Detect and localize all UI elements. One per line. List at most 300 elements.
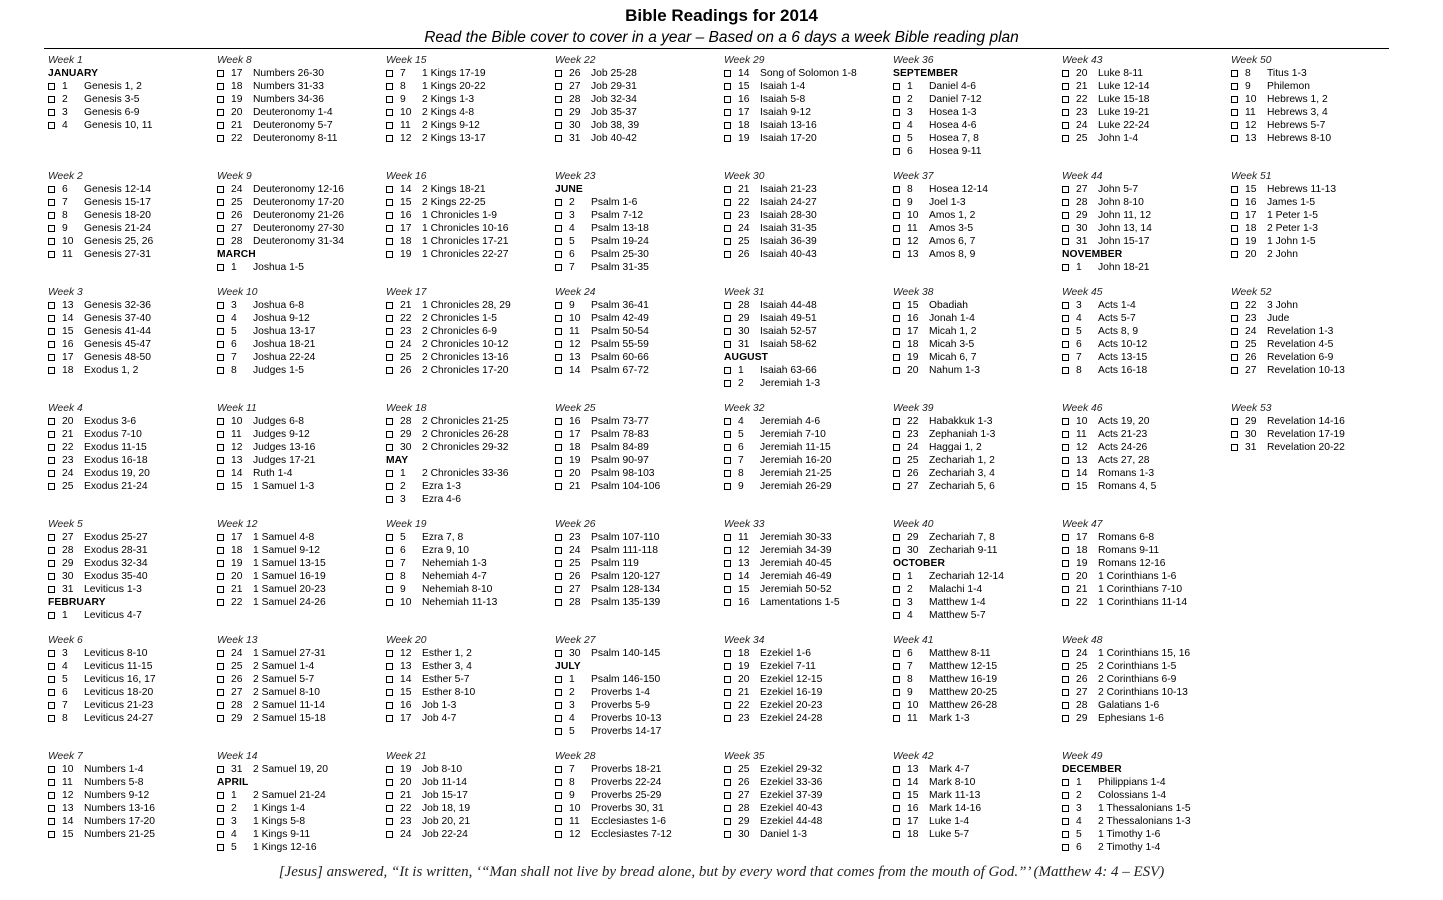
reading-checkbox[interactable] [724,599,731,606]
reading-checkbox[interactable] [555,354,562,361]
reading-checkbox[interactable] [386,766,393,773]
reading-checkbox[interactable] [893,302,900,309]
reading-checkbox[interactable] [724,109,731,116]
reading-checkbox[interactable] [893,135,900,142]
reading-checkbox[interactable] [555,444,562,451]
reading-checkbox[interactable] [386,663,393,670]
reading-checkbox[interactable] [724,83,731,90]
reading-checkbox[interactable] [555,599,562,606]
reading-checkbox[interactable] [1062,599,1069,606]
reading-checkbox[interactable] [555,792,562,799]
reading-checkbox[interactable] [555,122,562,129]
reading-checkbox[interactable] [1231,96,1238,103]
reading-checkbox[interactable] [48,470,55,477]
reading-checkbox[interactable] [1062,547,1069,554]
reading-checkbox[interactable] [1062,225,1069,232]
reading-checkbox[interactable] [1062,341,1069,348]
reading-checkbox[interactable] [217,135,224,142]
reading-checkbox[interactable] [724,225,731,232]
reading-checkbox[interactable] [724,341,731,348]
reading-checkbox[interactable] [893,702,900,709]
reading-checkbox[interactable] [386,560,393,567]
reading-checkbox[interactable] [217,818,224,825]
reading-checkbox[interactable] [724,186,731,193]
reading-checkbox[interactable] [555,225,562,232]
reading-checkbox[interactable] [555,715,562,722]
reading-checkbox[interactable] [555,689,562,696]
reading-checkbox[interactable] [48,483,55,490]
reading-checkbox[interactable] [893,83,900,90]
reading-checkbox[interactable] [1062,109,1069,116]
reading-checkbox[interactable] [893,818,900,825]
reading-checkbox[interactable] [724,199,731,206]
reading-checkbox[interactable] [386,135,393,142]
reading-checkbox[interactable] [1231,135,1238,142]
reading-checkbox[interactable] [48,302,55,309]
reading-checkbox[interactable] [1231,83,1238,90]
reading-checkbox[interactable] [724,792,731,799]
reading-checkbox[interactable] [386,534,393,541]
reading-checkbox[interactable] [48,444,55,451]
reading-checkbox[interactable] [48,831,55,838]
reading-checkbox[interactable] [48,328,55,335]
reading-checkbox[interactable] [555,109,562,116]
reading-checkbox[interactable] [217,844,224,851]
reading-checkbox[interactable] [386,676,393,683]
reading-checkbox[interactable] [1062,831,1069,838]
reading-checkbox[interactable] [893,779,900,786]
reading-checkbox[interactable] [724,302,731,309]
reading-checkbox[interactable] [217,315,224,322]
reading-checkbox[interactable] [724,573,731,580]
reading-checkbox[interactable] [217,109,224,116]
reading-checkbox[interactable] [48,547,55,554]
reading-checkbox[interactable] [1062,470,1069,477]
reading-checkbox[interactable] [1062,186,1069,193]
reading-checkbox[interactable] [217,702,224,709]
reading-checkbox[interactable] [724,560,731,567]
reading-checkbox[interactable] [724,212,731,219]
reading-checkbox[interactable] [893,676,900,683]
reading-checkbox[interactable] [1062,586,1069,593]
reading-checkbox[interactable] [893,534,900,541]
reading-checkbox[interactable] [893,225,900,232]
reading-checkbox[interactable] [1062,418,1069,425]
reading-checkbox[interactable] [48,612,55,619]
reading-checkbox[interactable] [217,186,224,193]
reading-checkbox[interactable] [217,805,224,812]
reading-checkbox[interactable] [893,805,900,812]
reading-checkbox[interactable] [48,586,55,593]
reading-checkbox[interactable] [1062,534,1069,541]
reading-checkbox[interactable] [555,573,562,580]
reading-checkbox[interactable] [48,818,55,825]
reading-checkbox[interactable] [1062,315,1069,322]
reading-checkbox[interactable] [217,83,224,90]
reading-checkbox[interactable] [48,83,55,90]
reading-checkbox[interactable] [386,354,393,361]
reading-checkbox[interactable] [893,586,900,593]
reading-checkbox[interactable] [1062,264,1069,271]
reading-checkbox[interactable] [724,831,731,838]
reading-checkbox[interactable] [1062,818,1069,825]
reading-checkbox[interactable] [386,689,393,696]
reading-checkbox[interactable] [1231,199,1238,206]
reading-checkbox[interactable] [724,689,731,696]
reading-checkbox[interactable] [893,251,900,258]
reading-checkbox[interactable] [724,238,731,245]
reading-checkbox[interactable] [555,367,562,374]
reading-checkbox[interactable] [217,341,224,348]
reading-checkbox[interactable] [48,109,55,116]
reading-checkbox[interactable] [386,302,393,309]
reading-checkbox[interactable] [1231,328,1238,335]
reading-checkbox[interactable] [555,83,562,90]
reading-checkbox[interactable] [217,431,224,438]
reading-checkbox[interactable] [217,560,224,567]
reading-checkbox[interactable] [217,534,224,541]
reading-checkbox[interactable] [386,805,393,812]
reading-checkbox[interactable] [217,225,224,232]
reading-checkbox[interactable] [1062,122,1069,129]
reading-checkbox[interactable] [724,766,731,773]
reading-checkbox[interactable] [386,367,393,374]
reading-checkbox[interactable] [893,547,900,554]
reading-checkbox[interactable] [555,212,562,219]
reading-checkbox[interactable] [1231,212,1238,219]
reading-checkbox[interactable] [555,70,562,77]
reading-checkbox[interactable] [1231,341,1238,348]
reading-checkbox[interactable] [48,122,55,129]
reading-checkbox[interactable] [386,96,393,103]
reading-checkbox[interactable] [724,70,731,77]
reading-checkbox[interactable] [1062,199,1069,206]
reading-checkbox[interactable] [217,444,224,451]
reading-checkbox[interactable] [1062,573,1069,580]
reading-checkbox[interactable] [217,483,224,490]
reading-checkbox[interactable] [893,444,900,451]
reading-checkbox[interactable] [217,122,224,129]
reading-checkbox[interactable] [1062,431,1069,438]
reading-checkbox[interactable] [386,573,393,580]
reading-checkbox[interactable] [386,599,393,606]
reading-checkbox[interactable] [555,805,562,812]
reading-checkbox[interactable] [48,431,55,438]
reading-checkbox[interactable] [386,418,393,425]
reading-checkbox[interactable] [893,186,900,193]
reading-checkbox[interactable] [48,457,55,464]
reading-checkbox[interactable] [217,96,224,103]
reading-checkbox[interactable] [1062,212,1069,219]
reading-checkbox[interactable] [724,444,731,451]
reading-checkbox[interactable] [1062,457,1069,464]
reading-checkbox[interactable] [386,122,393,129]
reading-checkbox[interactable] [893,573,900,580]
reading-checkbox[interactable] [386,251,393,258]
reading-checkbox[interactable] [386,470,393,477]
reading-checkbox[interactable] [555,418,562,425]
reading-checkbox[interactable] [1231,354,1238,361]
reading-checkbox[interactable] [48,702,55,709]
reading-checkbox[interactable] [217,328,224,335]
reading-checkbox[interactable] [893,367,900,374]
reading-checkbox[interactable] [1062,715,1069,722]
reading-checkbox[interactable] [386,212,393,219]
reading-checkbox[interactable] [555,341,562,348]
reading-checkbox[interactable] [724,135,731,142]
reading-checkbox[interactable] [217,547,224,554]
reading-checkbox[interactable] [1062,689,1069,696]
reading-checkbox[interactable] [555,560,562,567]
reading-checkbox[interactable] [724,418,731,425]
reading-checkbox[interactable] [386,83,393,90]
reading-checkbox[interactable] [1231,444,1238,451]
reading-checkbox[interactable] [555,199,562,206]
reading-checkbox[interactable] [386,779,393,786]
reading-checkbox[interactable] [386,186,393,193]
reading-checkbox[interactable] [48,354,55,361]
reading-checkbox[interactable] [893,715,900,722]
reading-checkbox[interactable] [217,599,224,606]
reading-checkbox[interactable] [893,831,900,838]
reading-checkbox[interactable] [1231,109,1238,116]
reading-checkbox[interactable] [48,418,55,425]
reading-checkbox[interactable] [1231,431,1238,438]
reading-checkbox[interactable] [555,586,562,593]
reading-checkbox[interactable] [724,534,731,541]
reading-checkbox[interactable] [386,715,393,722]
reading-checkbox[interactable] [893,341,900,348]
reading-checkbox[interactable] [217,264,224,271]
reading-checkbox[interactable] [555,650,562,657]
reading-checkbox[interactable] [1062,676,1069,683]
reading-checkbox[interactable] [555,728,562,735]
reading-checkbox[interactable] [1231,315,1238,322]
reading-checkbox[interactable] [1231,122,1238,129]
reading-checkbox[interactable] [1062,238,1069,245]
reading-checkbox[interactable] [893,328,900,335]
reading-checkbox[interactable] [48,573,55,580]
reading-checkbox[interactable] [1231,238,1238,245]
reading-checkbox[interactable] [217,715,224,722]
reading-checkbox[interactable] [893,689,900,696]
reading-checkbox[interactable] [893,766,900,773]
reading-checkbox[interactable] [48,676,55,683]
reading-checkbox[interactable] [555,457,562,464]
reading-checkbox[interactable] [217,418,224,425]
reading-checkbox[interactable] [893,650,900,657]
reading-checkbox[interactable] [217,302,224,309]
reading-checkbox[interactable] [893,148,900,155]
reading-checkbox[interactable] [893,612,900,619]
reading-checkbox[interactable] [217,831,224,838]
reading-checkbox[interactable] [217,212,224,219]
reading-checkbox[interactable] [48,186,55,193]
reading-checkbox[interactable] [1062,650,1069,657]
reading-checkbox[interactable] [217,470,224,477]
reading-checkbox[interactable] [893,122,900,129]
reading-checkbox[interactable] [555,766,562,773]
reading-checkbox[interactable] [1062,444,1069,451]
reading-checkbox[interactable] [386,792,393,799]
reading-checkbox[interactable] [386,341,393,348]
reading-checkbox[interactable] [724,470,731,477]
reading-checkbox[interactable] [386,431,393,438]
reading-checkbox[interactable] [724,586,731,593]
reading-checkbox[interactable] [217,367,224,374]
reading-checkbox[interactable] [217,354,224,361]
reading-checkbox[interactable] [217,689,224,696]
reading-checkbox[interactable] [1062,135,1069,142]
reading-checkbox[interactable] [724,779,731,786]
reading-checkbox[interactable] [386,702,393,709]
reading-checkbox[interactable] [893,315,900,322]
reading-checkbox[interactable] [1062,302,1069,309]
reading-checkbox[interactable] [1062,328,1069,335]
reading-checkbox[interactable] [724,251,731,258]
reading-checkbox[interactable] [386,818,393,825]
reading-checkbox[interactable] [48,766,55,773]
reading-checkbox[interactable] [48,779,55,786]
reading-checkbox[interactable] [1231,225,1238,232]
reading-checkbox[interactable] [1231,367,1238,374]
reading-checkbox[interactable] [386,650,393,657]
reading-checkbox[interactable] [48,367,55,374]
reading-checkbox[interactable] [1231,70,1238,77]
reading-checkbox[interactable] [48,225,55,232]
reading-checkbox[interactable] [217,457,224,464]
reading-checkbox[interactable] [217,792,224,799]
reading-checkbox[interactable] [724,380,731,387]
reading-checkbox[interactable] [1062,560,1069,567]
reading-checkbox[interactable] [555,315,562,322]
reading-checkbox[interactable] [724,96,731,103]
reading-checkbox[interactable] [48,534,55,541]
reading-checkbox[interactable] [724,663,731,670]
reading-checkbox[interactable] [724,431,731,438]
reading-checkbox[interactable] [724,805,731,812]
reading-checkbox[interactable] [1231,251,1238,258]
reading-checkbox[interactable] [724,702,731,709]
reading-checkbox[interactable] [217,70,224,77]
reading-checkbox[interactable] [893,470,900,477]
reading-checkbox[interactable] [386,831,393,838]
reading-checkbox[interactable] [1062,354,1069,361]
reading-checkbox[interactable] [724,818,731,825]
reading-checkbox[interactable] [386,586,393,593]
reading-checkbox[interactable] [555,302,562,309]
reading-checkbox[interactable] [893,238,900,245]
reading-checkbox[interactable] [724,457,731,464]
reading-checkbox[interactable] [893,663,900,670]
reading-checkbox[interactable] [555,328,562,335]
reading-checkbox[interactable] [555,702,562,709]
reading-checkbox[interactable] [893,96,900,103]
reading-checkbox[interactable] [48,715,55,722]
reading-checkbox[interactable] [893,109,900,116]
reading-checkbox[interactable] [555,818,562,825]
reading-checkbox[interactable] [217,199,224,206]
reading-checkbox[interactable] [893,792,900,799]
reading-checkbox[interactable] [386,496,393,503]
reading-checkbox[interactable] [724,367,731,374]
reading-checkbox[interactable] [1062,483,1069,490]
reading-checkbox[interactable] [48,805,55,812]
reading-checkbox[interactable] [48,199,55,206]
reading-checkbox[interactable] [386,328,393,335]
reading-checkbox[interactable] [555,431,562,438]
reading-checkbox[interactable] [48,689,55,696]
reading-checkbox[interactable] [48,315,55,322]
reading-checkbox[interactable] [555,470,562,477]
reading-checkbox[interactable] [217,238,224,245]
reading-checkbox[interactable] [386,547,393,554]
reading-checkbox[interactable] [724,483,731,490]
reading-checkbox[interactable] [724,676,731,683]
reading-checkbox[interactable] [555,779,562,786]
reading-checkbox[interactable] [217,586,224,593]
reading-checkbox[interactable] [48,251,55,258]
reading-checkbox[interactable] [386,315,393,322]
reading-checkbox[interactable] [217,766,224,773]
reading-checkbox[interactable] [217,573,224,580]
reading-checkbox[interactable] [893,457,900,464]
reading-checkbox[interactable] [1062,663,1069,670]
reading-checkbox[interactable] [893,354,900,361]
reading-checkbox[interactable] [1062,702,1069,709]
reading-checkbox[interactable] [555,676,562,683]
reading-checkbox[interactable] [724,547,731,554]
reading-checkbox[interactable] [555,251,562,258]
reading-checkbox[interactable] [1062,805,1069,812]
reading-checkbox[interactable] [555,264,562,271]
reading-checkbox[interactable] [48,650,55,657]
reading-checkbox[interactable] [48,212,55,219]
reading-checkbox[interactable] [1062,779,1069,786]
reading-checkbox[interactable] [386,70,393,77]
reading-checkbox[interactable] [386,109,393,116]
reading-checkbox[interactable] [217,663,224,670]
reading-checkbox[interactable] [386,238,393,245]
reading-checkbox[interactable] [386,483,393,490]
reading-checkbox[interactable] [48,560,55,567]
reading-checkbox[interactable] [893,599,900,606]
reading-checkbox[interactable] [724,328,731,335]
reading-checkbox[interactable] [1231,302,1238,309]
reading-checkbox[interactable] [724,122,731,129]
reading-checkbox[interactable] [217,650,224,657]
reading-checkbox[interactable] [1062,844,1069,851]
reading-checkbox[interactable] [724,315,731,322]
reading-checkbox[interactable] [893,212,900,219]
reading-checkbox[interactable] [48,792,55,799]
reading-checkbox[interactable] [555,483,562,490]
reading-checkbox[interactable] [893,431,900,438]
reading-checkbox[interactable] [1062,792,1069,799]
reading-checkbox[interactable] [893,483,900,490]
reading-checkbox[interactable] [1062,70,1069,77]
reading-checkbox[interactable] [48,663,55,670]
reading-checkbox[interactable] [386,444,393,451]
reading-checkbox[interactable] [386,225,393,232]
reading-checkbox[interactable] [386,199,393,206]
reading-checkbox[interactable] [48,341,55,348]
reading-checkbox[interactable] [1062,96,1069,103]
reading-checkbox[interactable] [724,650,731,657]
reading-checkbox[interactable] [48,238,55,245]
reading-checkbox[interactable] [724,715,731,722]
reading-checkbox[interactable] [893,418,900,425]
